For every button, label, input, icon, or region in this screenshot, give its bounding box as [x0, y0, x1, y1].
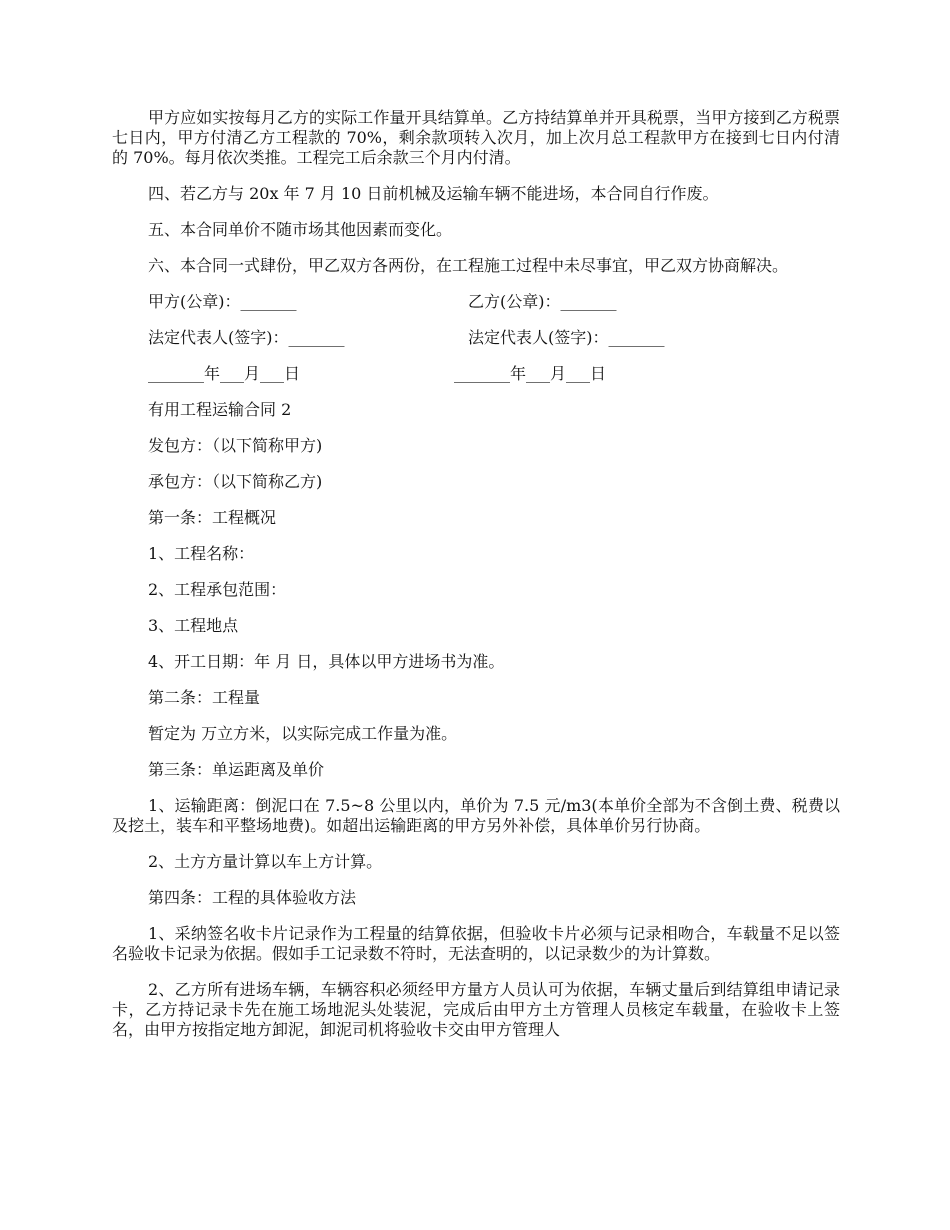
signature-row-seal — [112, 292, 840, 312]
volume-calc-line: 2、土方方量计算以车上方计算。 — [148, 852, 383, 871]
party-a-representative: 法定代表人(签字)：_______ — [148, 328, 345, 347]
distance-price-paragraph: 1、运输距离：倒泥口在 7.5~8 公里以内，单价为 7.5 元/m3(本单价全部为不含倒土费、税费以及挖土，装车和平整场地费)。如超出运输距离的甲方另外补偿，具体单价另行协商。 — [112, 796, 840, 835]
quantity-line: 暂定为 万立方米，以实际完成工作量为准。 — [148, 724, 458, 743]
paragraph-payment: 甲方应如实按每月乙方的实际工作量开具结算单。乙方持结算单并开具税票，当甲方接到乙方税票七日内，甲方付清乙方工程款的 70%，剩余款项转入次月，加上次月总工程款甲方在接到七日内付清的 70%。每月依次类推。工程完工后余款三个月内付清。 — [112, 108, 840, 167]
article-1-heading: 第一条：工程概况 — [148, 508, 277, 527]
project-scope-line: 2、工程承包范围： — [148, 580, 287, 599]
party-b-representative: 法定代表人(签字)：_______ — [468, 328, 665, 347]
article-3-heading: 第三条：单运距离及单价 — [148, 760, 325, 779]
start-date-line: 4、开工日期：年 月 日，具体以甲方进场书为准。 — [148, 652, 505, 671]
contract-2-title: 有用工程运输合同 2 — [148, 400, 292, 419]
paragraph-clause-4: 四、若乙方与 20x 年 7 月 10 日前机械及运输车辆不能进场，本合同自行作废。 — [148, 184, 719, 203]
article-2-heading: 第二条：工程量 — [148, 688, 261, 707]
party-a-seal: 甲方(公章)：_______ — [148, 292, 297, 311]
paragraph-clause-6: 六、本合同一式肆份，甲乙双方各两份，在工程施工过程中未尽事宜，甲乙双方协商解决。 — [148, 256, 789, 275]
acceptance-paragraph-2: 2、乙方所有进场车辆，车辆容积必须经甲方量方人员认可为依据，车辆丈量后到结算组申请记录卡，乙方持记录卡先在施工场地泥头处装泥，完成后由甲方土方管理人员核定车载量，在验收卡上签名，由甲方按指定地方卸泥，卸泥司机将验收卡交由甲方管理人 — [112, 980, 840, 1039]
employer-line: 发包方：（以下简称甲方) — [148, 436, 323, 455]
party-b-seal: 乙方(公章)：_______ — [468, 292, 617, 311]
contractor-line: 承包方：（以下简称乙方) — [148, 472, 323, 491]
signature-row-date — [112, 364, 840, 384]
article-4-heading: 第四条：工程的具体验收方法 — [148, 888, 357, 907]
party-a-date: _______年___月___日 — [148, 364, 301, 383]
project-name-line: 1、工程名称： — [148, 544, 255, 563]
paragraph-clause-5: 五、本合同单价不随市场其他因素而变化。 — [148, 220, 453, 239]
project-location-line: 3、工程地点 — [148, 616, 239, 635]
acceptance-paragraph-1: 1、采纳签名收卡片记录作为工程量的结算依据，但验收卡片必须与记录相吻合，车载量不足以签名验收卡记录为依据。假如手工记录数不符时，无法查明的，以记录数少的为计算数。 — [112, 924, 840, 963]
party-b-date: _______年___月___日 — [454, 364, 607, 383]
document-page — [112, 108, 840, 1040]
signature-row-rep — [112, 328, 840, 348]
